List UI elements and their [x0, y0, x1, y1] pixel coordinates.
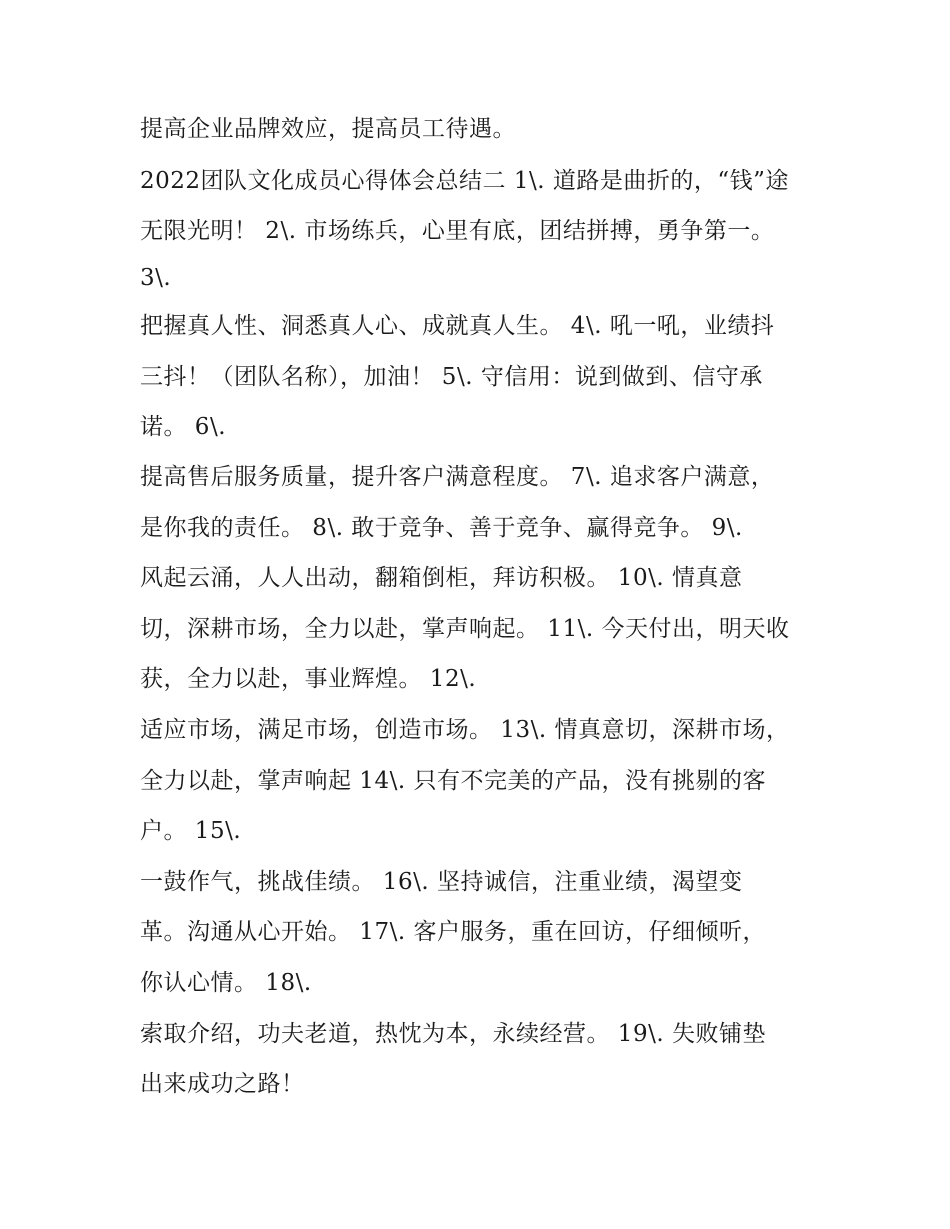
text-line: 把握真人性、洞悉真人心、成就真人生。 4\. 吼一吼，业绩抖: [140, 313, 775, 339]
text-line: 提高售后服务质量，提升客户满意程度。 7\. 追求客户满意，: [140, 464, 775, 490]
text-line: 革。沟通从心开始。 17\. 客户服务，重在回访，仔细倾听，: [140, 919, 766, 945]
text-line: 你认心情。 18\.: [140, 970, 312, 996]
text-line: 户。 15\.: [140, 818, 242, 844]
text-line: 诺。 6\.: [140, 414, 227, 440]
text-line: 获，全力以赴，事业辉煌。 12\.: [140, 666, 477, 692]
text-line: 三抖！（团队名称），加油！ 5\. 守信用：说到做到、信守承: [140, 364, 763, 390]
text-line: 3\.: [140, 265, 172, 291]
text-line: 索取介绍，功夫老道，热忱为本，永续经营。 19\. 失败铺垫: [140, 1021, 766, 1047]
text-line: 2022团队文化成员心得体会总结二 1\. 道路是曲折的，“钱”途: [140, 168, 789, 194]
text-line: 全力以赴，掌声响起 14\. 只有不完美的产品，没有挑剔的客: [140, 768, 766, 794]
text-line: 适应市场，满足市场，创造市场。 13\. 情真意切，深耕市场，: [140, 717, 790, 743]
text-line: 出来成功之路！: [140, 1071, 305, 1097]
text-line: 是你我的责任。 8\. 敢于竞争、善于竞争、赢得竞争。 9\.: [140, 515, 743, 541]
text-line: 一鼓作气，挑战佳绩。 16\. 坚持诚信，注重业绩，渴望变: [140, 869, 743, 895]
text-line: 提高企业品牌效应，提高员工待遇。: [140, 116, 516, 142]
text-line: 风起云涌，人人出动，翻箱倒柜，拜访积极。 10\. 情真意: [140, 565, 743, 591]
text-line: 无限光明！ 2\. 市场练兵，心里有底，团结拼搏，勇争第一。: [140, 218, 775, 244]
text-line: 切，深耕市场，全力以赴，掌声响起。 11\. 今天付出，明天收: [140, 616, 790, 642]
